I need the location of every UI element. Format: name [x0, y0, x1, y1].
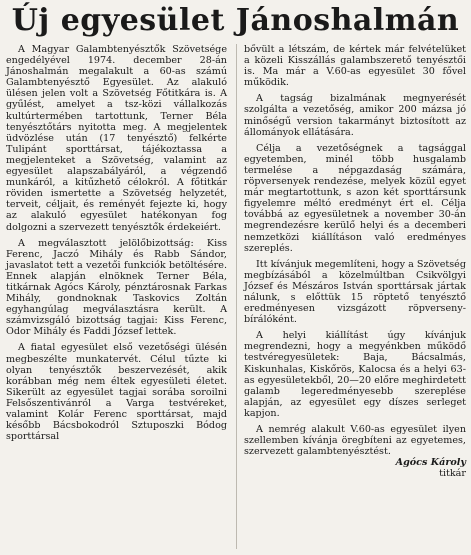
article-right-column	[244, 44, 466, 479]
paragraph-founding: A Magyar Galambtenyésztők Szövetsége engedélyével 1974. december 28-án Jánoshalmán megalakult a 60-as számú Galambtenyésztő Egyesület. Az alakuló ülésen jelen volt a Szövetség Főtitkára is. A gyűlést, amelyet a tsz-közi vállalkozás kultúrtermében tartottunk, Terner Béla tenyésztőtárs nyitotta meg. A megjelentek üdvözlése után (17 tenyésztő) felkérte Tulipánt sporttársat, tájékoztassa a megjelenteket a Szövetség, valamint az egyesület alapszabályáról, a végzendő munkáról, a kitűzhető célokról. A főtitkár röviden ismertette a Szövetség helyzetét, terveit, céljait, és reményét fejezte ki, hogy az alakuló egyesület hatékonyan fog dolgozni a szervezett tenyésztők érdekeiért.	[6, 44, 227, 233]
article-left-column	[6, 44, 227, 442]
paragraph-membership: bővült a létszám, de kértek már felvételüket a közeli Kisszállás galambszerető tenyésztői is. Ma már a V.60-as egyesület 30 fővel működik.	[244, 44, 466, 89]
paragraph-closing: A nemrég alakult V.60-as egyesület ilyen szellemben kívánja öregbíteni az egyetemes, szervezett galambtenyésztést.	[244, 424, 466, 458]
signature-role: titkár	[439, 468, 466, 480]
paragraph-election: A megválasztott jelölőbizottság: Kiss Ferenc, Jaczó Mihály és Rabb Sándor, javaslatot tett a vezetői funkciók betöltésére. Ennek alapján elnöknek Terner Béla, titkárnak Agócs Károly, pénztárosnak Farkas Mihály, gondnoknak Taskovics Zoltán egyhangúlag megválasztásra került. A számvizsgáló bizottság tagjai: Kiss Ferenc, Odor Mihály és Faddi József lettek.	[6, 237, 227, 338]
paragraph-judges: Itt kívánjuk megemlíteni, hogy a Szövetség megbízásából a közelmúltban Csikvölgyi József és Mészáros István sporttársak jártak nálunk, s előttük 15 röptető tenyésztő eredményesen vizsgázott röpverseny-bírálóként.	[244, 258, 466, 326]
column-divider	[236, 44, 237, 549]
signature-name: Agócs Károly	[395, 457, 466, 469]
article-headline: Új egyesület Jánoshalmán	[11, 3, 460, 38]
paragraph-exhibition: A helyi kiállítást úgy kívánjuk megrendezni, hogy a megyénkben működő testvéregyesületek: Baja, Bácsalmás, Kiskunhalas, Kiskőrös, Kalocsa és a helyi 63-as egyesületekből, 20—20 előre meghirdetett galamb legeredményesebb szereplése alapján, az egyesület egy díszes serleget kapjon.	[244, 330, 466, 419]
paragraph-feed: A tagság bizalmának megnyerését szolgálta a vezetőség, amikor 200 mázsa jó minőségű version takarmányt biztosított az állományok ellátására.	[244, 93, 466, 138]
paragraph-workplan: A fiatal egyesület első vezetőségi ülésén megbeszélte munkatervét. Célul tűzte ki olyan tenyésztők beszervezését, akik korábban még nem éltek egyesületi életet. Sikerült az egyesület tagjai sorába soroilni Felsőszentivánról a Varga testvéreket, valamint Kolár Ferenc sporttársat, majd később Bácsbokodról Sztuposzki Bódog sporttársal	[6, 342, 227, 443]
paragraph-goals: Célja a vezetőségnek a tagsággal egyetemben, minél több husgalamb termelése a népgazdaság számára, röpversenyek rendezése, melyek közül egyet már megtartottunk, s azon két sporttársunk figyelemre méltó eredményt ért el. Célja továbbá az egyesületnek a november 30-án megrendezésre kerülő helyi és a decemberi nemzetközi kiállításon való eredményes szereplés.	[244, 142, 466, 254]
